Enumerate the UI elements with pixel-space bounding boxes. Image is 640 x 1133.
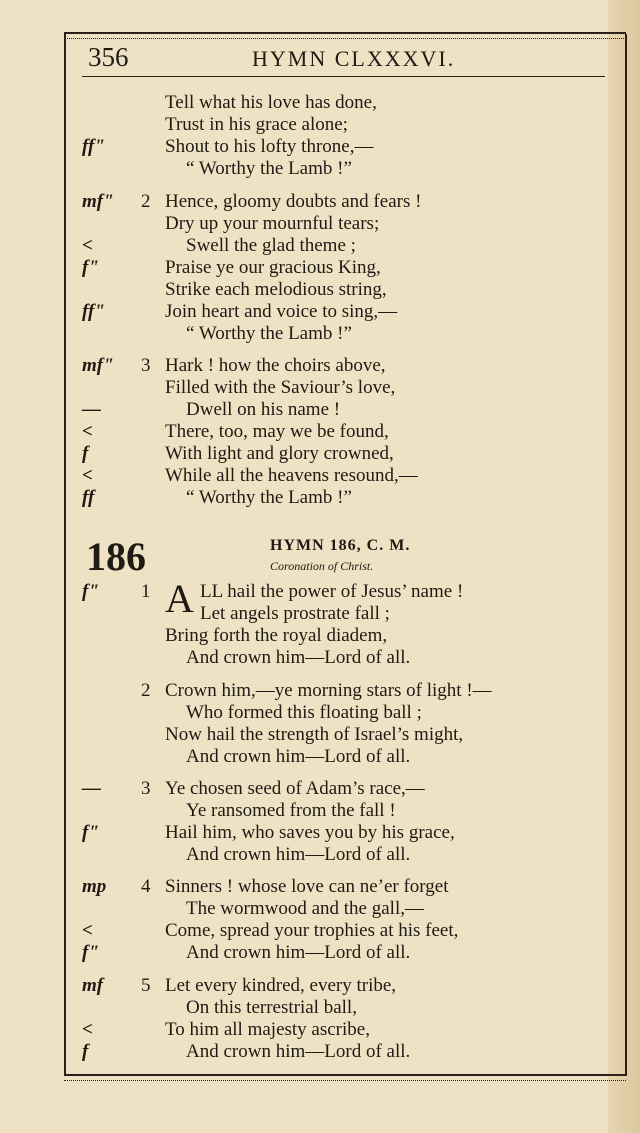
verse-line: “ Worthy the Lamb !” bbox=[186, 487, 352, 508]
dynamic-marking: f" bbox=[82, 257, 99, 278]
hymn-title: HYMN 186, C. M. bbox=[270, 537, 411, 554]
verse-line: Dry up your mournful tears; bbox=[165, 213, 380, 234]
header-rule bbox=[82, 76, 605, 77]
verse-line: And crown him—Lord of all. bbox=[186, 844, 411, 865]
verse-line: And crown him—Lord of all. bbox=[186, 942, 411, 963]
verse-line: “ Worthy the Lamb !” bbox=[186, 323, 352, 344]
verse-line: Ye chosen seed of Adam’s race,— bbox=[165, 778, 425, 799]
dynamic-marking: f bbox=[82, 443, 89, 464]
verse-line: Join heart and voice to sing,— bbox=[165, 301, 398, 322]
verse-line: Hark ! how the choirs above, bbox=[165, 355, 386, 376]
verse-line: The wormwood and the gall,— bbox=[186, 898, 424, 919]
verse-line: Strike each melodious string, bbox=[165, 279, 387, 300]
verse-number: 2 bbox=[141, 680, 151, 701]
verse-number: 2 bbox=[141, 191, 151, 212]
hymn-subtitle: Coronation of Christ. bbox=[270, 559, 374, 573]
verse-line: Let every kindred, every tribe, bbox=[165, 975, 397, 996]
verse-line: And crown him—Lord of all. bbox=[186, 647, 411, 668]
verse-line: Filled with the Saviour’s love, bbox=[165, 377, 396, 398]
dynamic-marking: mf" bbox=[82, 355, 114, 376]
verse-number: 3 bbox=[141, 778, 151, 799]
dynamic-marking: f" bbox=[82, 581, 99, 602]
verse-line: Let angels prostrate fall ; bbox=[200, 603, 390, 624]
verse-line: Now hail the strength of Israel’s might, bbox=[165, 724, 464, 745]
verse-line: Come, spread your trophies at his feet, bbox=[165, 920, 459, 941]
verse-line: With light and glory crowned, bbox=[165, 443, 394, 464]
verse-line: Crown him,—ye morning stars of light !— bbox=[165, 680, 492, 701]
verse-line: And crown him—Lord of all. bbox=[186, 1041, 411, 1062]
verse-line: Hail him, who saves you by his grace, bbox=[165, 822, 455, 843]
verse-number: 4 bbox=[141, 876, 151, 897]
verse-number: 5 bbox=[141, 975, 151, 996]
verse-line: Swell the glad theme ; bbox=[186, 235, 356, 256]
verse-line: Shout to his lofty throne,— bbox=[165, 136, 374, 157]
dynamic-marking: mf" bbox=[82, 191, 114, 212]
dynamic-marking: — bbox=[82, 399, 101, 420]
dynamic-marking: ff" bbox=[82, 136, 105, 157]
right-border bbox=[625, 34, 627, 1076]
verse-line: Bring forth the royal diadem, bbox=[165, 625, 388, 646]
verse-line: To him all majesty ascribe, bbox=[165, 1019, 370, 1040]
page-edge bbox=[608, 0, 640, 1133]
dynamic-marking: — bbox=[82, 778, 101, 799]
verse-line: There, too, may we be found, bbox=[165, 421, 389, 442]
verse-line: Sinners ! whose love can ne’er forget bbox=[165, 876, 449, 897]
verse-line: Tell what his love has done, bbox=[165, 92, 377, 113]
dynamic-marking: < bbox=[82, 1019, 93, 1040]
verse-line: While all the heavens resound,— bbox=[165, 465, 418, 486]
dynamic-marking: < bbox=[82, 235, 93, 256]
drop-cap: A bbox=[165, 576, 194, 621]
top-border bbox=[64, 32, 626, 39]
verse-number: 1 bbox=[141, 581, 151, 602]
bottom-border bbox=[64, 1074, 626, 1081]
dynamic-marking: f bbox=[82, 1041, 89, 1062]
running-head: HYMN CLXXXVI. bbox=[252, 46, 456, 71]
dynamic-marking: ff bbox=[82, 487, 95, 508]
hymn-number: 186 bbox=[86, 534, 146, 579]
dynamic-marking: f" bbox=[82, 822, 99, 843]
verse-line: Hence, gloomy doubts and fears ! bbox=[165, 191, 422, 212]
page-number: 356 bbox=[88, 42, 129, 72]
verse-line: Ye ransomed from the fall ! bbox=[186, 800, 396, 821]
dynamic-marking: < bbox=[82, 421, 93, 442]
left-border bbox=[64, 34, 66, 1076]
dynamic-marking: < bbox=[82, 465, 93, 486]
verse-number: 3 bbox=[141, 355, 151, 376]
verse-line: LL hail the power of Jesus’ name ! bbox=[200, 581, 464, 602]
verse-line: On this terrestrial ball, bbox=[186, 997, 357, 1018]
verse-line: Dwell on his name ! bbox=[186, 399, 341, 420]
verse-line: “ Worthy the Lamb !” bbox=[186, 158, 352, 179]
verse-line: Trust in his grace alone; bbox=[165, 114, 348, 135]
dynamic-marking: f" bbox=[82, 942, 99, 963]
dynamic-marking: < bbox=[82, 920, 93, 941]
verse-line: Who formed this floating ball ; bbox=[186, 702, 422, 723]
dynamic-marking: mf bbox=[82, 975, 104, 996]
dynamic-marking: ff" bbox=[82, 301, 105, 322]
dynamic-marking: mp bbox=[82, 876, 107, 897]
verse-line: Praise ye our gracious King, bbox=[165, 257, 381, 278]
verse-line: And crown him—Lord of all. bbox=[186, 746, 411, 767]
